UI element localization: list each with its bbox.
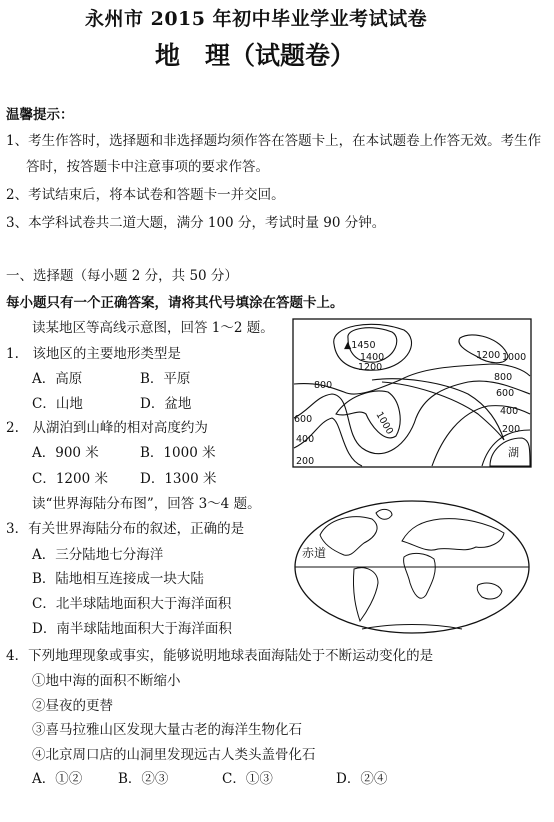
q4-option-d: D．②④: [336, 771, 388, 787]
intro-q3-4: 读“世界海陆分布图”，回答 3～4 题。: [32, 496, 261, 512]
intro-q1-2: 读某地区等高线示意图，回答 1～2 题。: [32, 320, 274, 336]
q1-option-c: C．山地: [32, 396, 83, 412]
contour-label: 600: [294, 414, 313, 425]
lake-label: 湖: [508, 446, 519, 459]
contour-label: 400: [296, 434, 315, 445]
contour-label: 800: [314, 380, 333, 391]
q4-option-c: C．①③: [222, 771, 273, 787]
contour-label: 800: [494, 372, 513, 383]
q4-option-a: A．①②: [32, 771, 83, 787]
equator-label: 赤道: [302, 546, 327, 560]
section-instruction: 每小题只有一个正确答案，请将其代号填涂在答题卡上。: [6, 295, 344, 311]
q1-option-a: A．高原: [32, 371, 83, 387]
q4-item-2: ②昼夜的更替: [32, 698, 113, 714]
notice-item: 1、考生作答时，选择题和非选择题均须作答在答题卡上，在本试题卷上作答无效。考生作: [6, 133, 542, 149]
contour-label: 200: [502, 424, 521, 435]
q2-option-a: A．900 米: [32, 445, 99, 461]
contour-label: 1000: [502, 352, 527, 363]
q3-option-d: D．南半球陆地面积大于海洋面积: [32, 621, 232, 637]
notice-item: 2、考试结束后，将本试卷和答题卡一并交回。: [6, 187, 285, 203]
q2-option-d: D．1300 米: [140, 471, 217, 487]
notice-heading: 温馨提示：: [6, 107, 74, 123]
q1-option-b: B．平原: [140, 371, 191, 387]
q4-option-b: B．②③: [118, 771, 169, 787]
q4-item-1: ①地中海的面积不断缩小: [32, 673, 181, 689]
q4-item-4: ④北京周口店的山洞里发现远古人类头盖骨化石: [32, 747, 316, 763]
contour-label: 600: [496, 388, 515, 399]
contour-label: 1200: [476, 350, 501, 361]
section-title: 一、选择题（每小题 2 分，共 50 分）: [6, 268, 238, 284]
contour-label: 1400: [360, 352, 385, 363]
exam-title: 永州市 2015 年初中毕业学业考试试卷: [85, 8, 428, 30]
q1-option-d: D．盆地: [140, 396, 192, 412]
peak-label: ▲1450: [344, 340, 376, 351]
q4-stem: 4．下列地理现象或事实，能够说明地球表面海陆处于不断运动变化的是: [6, 648, 434, 664]
q3-option-c: C．北半球陆地面积大于海洋面积: [32, 596, 232, 612]
notice-item: 3、本学科试卷共二道大题，满分 100 分，考试时量 90 分钟。: [6, 215, 386, 231]
notice-item: 答时，按答题卡中注意事项的要求作答。: [26, 159, 269, 175]
contour-label: 1200: [358, 362, 383, 373]
contour-label: 200: [296, 456, 315, 467]
q3-stem: 3．有关世界海陆分布的叙述，正确的是: [6, 521, 245, 537]
q3-option-a: A．三分陆地七分海洋: [32, 547, 164, 563]
contour-label: 400: [500, 406, 519, 417]
contour-label: 1000: [373, 410, 396, 437]
subject-title: 地 理（试题卷）: [155, 41, 356, 70]
q1-stem: 1. 该地区的主要地形类型是: [6, 346, 181, 362]
q2-option-c: C．1200 米: [32, 471, 108, 487]
q4-item-3: ③喜马拉雅山区发现大量古老的海洋生物化石: [32, 722, 302, 738]
q3-option-b: B．陆地相互连接成一块大陆: [32, 571, 204, 587]
contour-map: [292, 318, 532, 468]
q2-stem: 2. 从湖泊到山峰的相对高度约为: [6, 420, 208, 436]
q2-option-b: B．1000 米: [140, 445, 216, 461]
world-map: [292, 497, 532, 637]
